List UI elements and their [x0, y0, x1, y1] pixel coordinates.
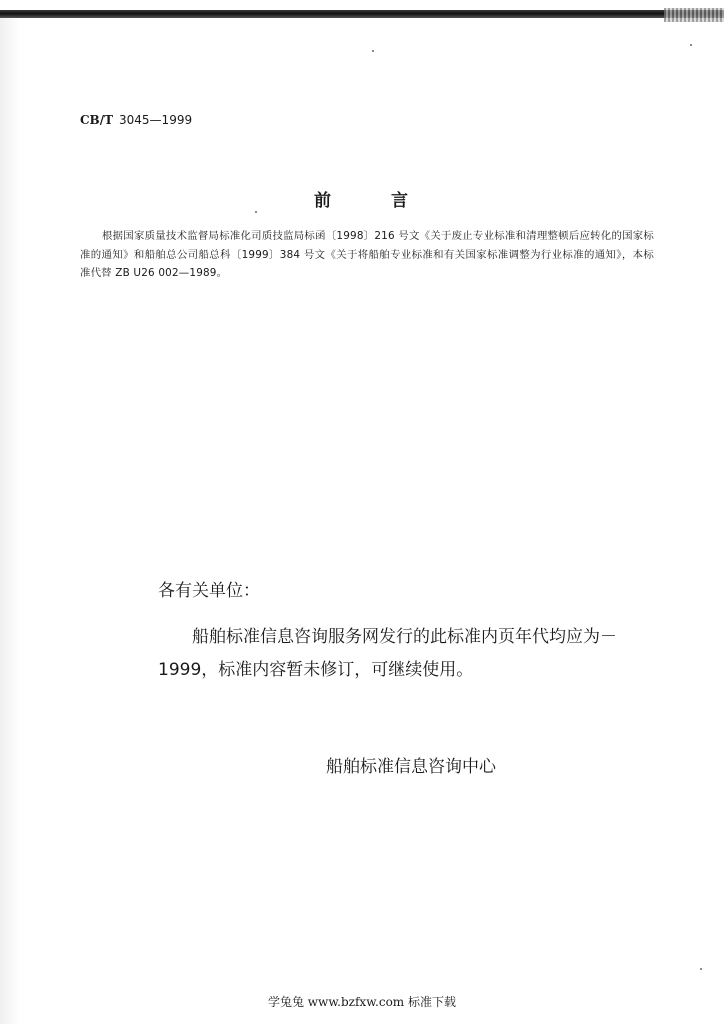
- footer-watermark: 学兔兔 www.bzfxw.com 标准下载: [267, 995, 457, 1009]
- standard-code-prefix: CB/T: [80, 113, 114, 127]
- page-title: [0, 186, 724, 211]
- scan-speck: [700, 968, 702, 970]
- page-title-part2: 言: [391, 191, 410, 211]
- notice-signature: 船舶标准信息咨询中心: [326, 757, 496, 777]
- notice-heading: 各有关单位：: [158, 581, 260, 601]
- scan-speck: [690, 44, 692, 46]
- preface-paragraph: 根据国家质量技术监督局标准化司质技监局标函〔1998〕216 号文《关于废止专业标准和清理整顿后应转化的国家标准的通知》和船舶总公司船总科〔1999〕384 号文《关于将船舶专业标准和有关国家标准调整为行业标准的通知》，本标准代替 ZB U26 002—1989。: [80, 230, 654, 279]
- scan-speck: [255, 211, 257, 213]
- scan-top-border: [0, 10, 724, 18]
- scan-speck: [372, 50, 374, 52]
- scan-left-shadow: [0, 18, 20, 1024]
- notice-body: 船舶标准信息咨询服务网发行的此标准内页年代均应为－1999，标准内容暂未修订，可继续使用。: [158, 627, 617, 680]
- standard-code: [80, 113, 192, 127]
- page-title-part1: 前: [314, 191, 333, 211]
- standard-number: 3045—1999: [119, 113, 193, 127]
- scan-corner-noise: [664, 8, 724, 22]
